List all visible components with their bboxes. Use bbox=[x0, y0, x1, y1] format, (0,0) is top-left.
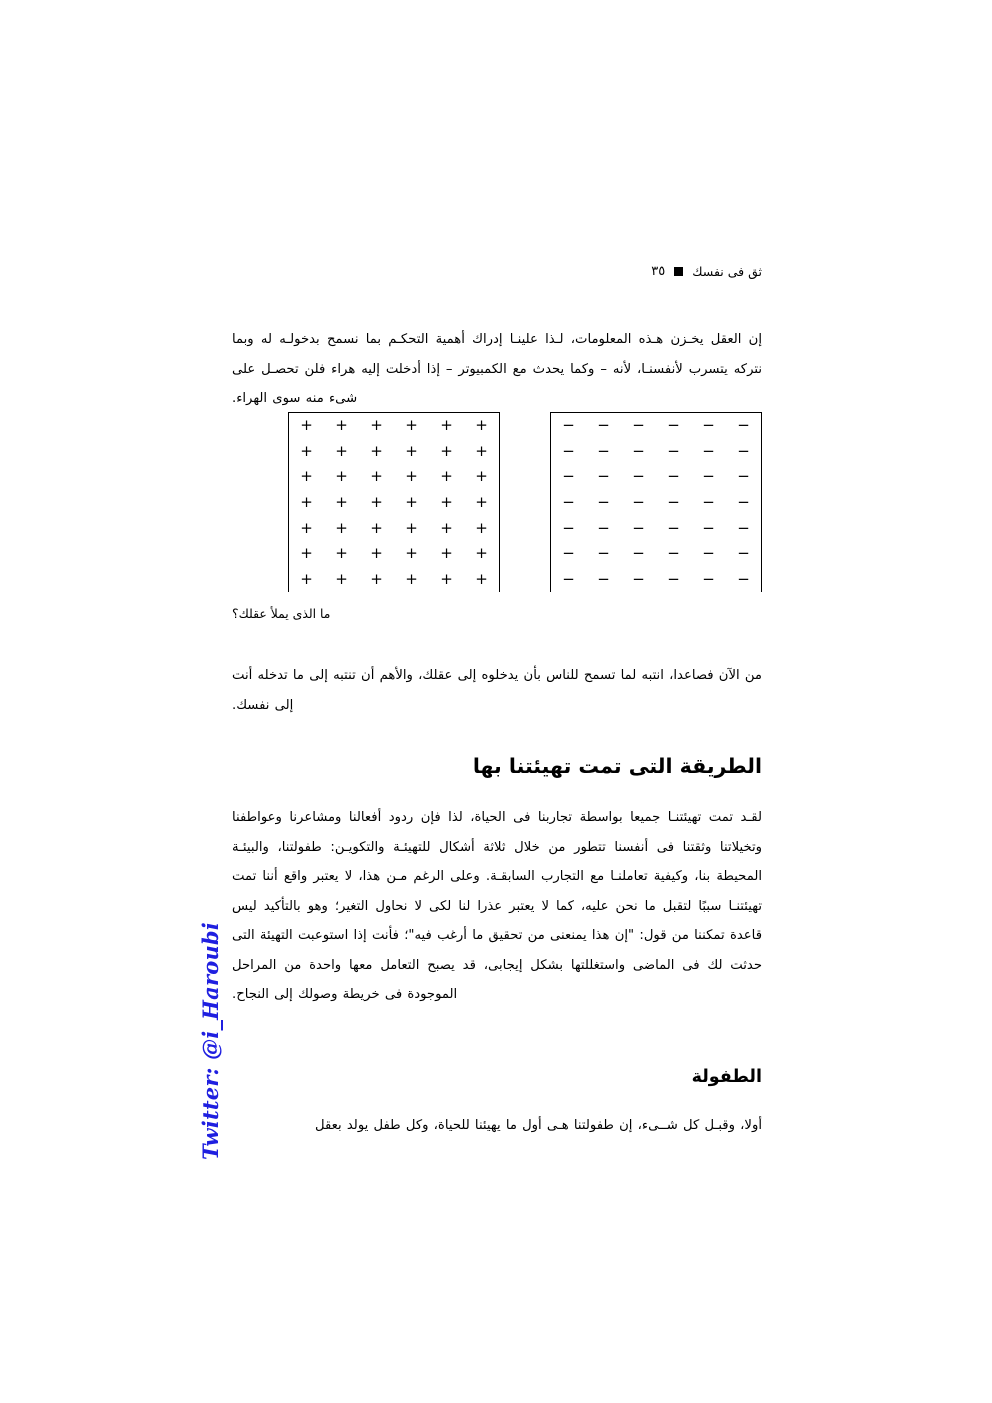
grid-cell-plus: + bbox=[370, 441, 383, 460]
negative-input-grid bbox=[550, 412, 762, 592]
section-heading-childhood: الطفولة bbox=[691, 1066, 762, 1087]
grid-cell-minus: − bbox=[667, 569, 680, 588]
grid-cell-plus: + bbox=[335, 441, 348, 460]
grid-cell-plus: + bbox=[300, 416, 313, 435]
grid-cell-minus: − bbox=[702, 518, 715, 537]
grid-cell-plus: + bbox=[475, 569, 488, 588]
grid-cell-plus: + bbox=[335, 544, 348, 563]
grid-cell-plus: + bbox=[370, 492, 383, 511]
grid-cell-plus: + bbox=[335, 518, 348, 537]
grid-cell-minus: − bbox=[562, 467, 575, 486]
grid-cell-plus: + bbox=[335, 492, 348, 511]
paragraph-after-diagram: من الآن فصاعدا، انتبه لما تسمح للناس بأن يدخلوه إلى عقلك، والأهم أن تنتبه إلى ما تدخله أنت إلى نفسك. bbox=[232, 668, 762, 713]
grid-cell-minus: − bbox=[562, 416, 575, 435]
grid-cell-minus: − bbox=[597, 518, 610, 537]
grid-cell-plus: + bbox=[370, 416, 383, 435]
grid-cell-minus: − bbox=[597, 492, 610, 511]
grid-cell-plus: + bbox=[300, 467, 313, 486]
grid-cell-minus: − bbox=[702, 492, 715, 511]
grid-cell-plus: + bbox=[440, 416, 453, 435]
grid-cell-plus: + bbox=[335, 569, 348, 588]
grid-cell-plus: + bbox=[405, 416, 418, 435]
grid-cell-minus: − bbox=[632, 441, 645, 460]
grid-cell-minus: − bbox=[737, 518, 750, 537]
grid-cell-minus: − bbox=[702, 544, 715, 563]
grid-cell-minus: − bbox=[632, 569, 645, 588]
grid-cell-minus: − bbox=[597, 544, 610, 563]
grid-cell-plus: + bbox=[300, 569, 313, 588]
grid-cell-plus: + bbox=[405, 569, 418, 588]
grid-cell-minus: − bbox=[562, 518, 575, 537]
grid-cell-minus: − bbox=[702, 416, 715, 435]
paragraph-childhood: أولا، وقبـل كل شــىء، إن طفولتنا هـى أول ما يهيئنا للحياة، وكل طفل يولد بعقل bbox=[315, 1118, 762, 1134]
grid-cell-minus: − bbox=[632, 544, 645, 563]
grid-cell-minus: − bbox=[702, 441, 715, 460]
grid-cell-minus: − bbox=[667, 416, 680, 435]
grid-cell-plus: + bbox=[370, 544, 383, 563]
grid-cell-plus: + bbox=[440, 518, 453, 537]
positive-input-grid bbox=[288, 412, 500, 592]
grid-cell-plus: + bbox=[335, 416, 348, 435]
grid-cell-plus: + bbox=[335, 467, 348, 486]
grid-cell-plus: + bbox=[405, 518, 418, 537]
grid-cell-plus: + bbox=[440, 492, 453, 511]
grid-cell-minus: − bbox=[562, 492, 575, 511]
paragraph-preparation: لقـد تمت تهيئتنـا جميعا بواسطة تجاربنا فى الحياة، لذا فإن ردود أفعالنا ومشاعرنا وعواطفنا وتخيلاتنا وثقتنا فى أنفسنا تتطور من خلال ثلاثة أشكال للتهيئـة والتكويـن: طفولتنا، والبيئـة المحيطة بنا، وكيفية تعاملنـا مع التجارب السابقـة. وعلى الرغم مـن هذا، لا يعتبر واقع أننا تمت تهيئتنـا سببًا لتقبل ما نحن عليه، كما لا يعتبر عذرا لنا لكى لا نحاول التغير؛ وهو بالتأكيد ليس قاعدة تمكننا من قول: "إن هذا يمنعنى من تحقيق ما أرغب فيه"؛ فأنت إذا استوعبت التهيئة التى حدثت لك فى الماضى واستغللتها بشكل إيجابى، قد يصبح التعامل معها واحدة من المراحل الموجودة فى خريطة وصولك إلى النجاح. bbox=[232, 810, 762, 1003]
grid-cell-minus: − bbox=[737, 569, 750, 588]
running-header bbox=[232, 258, 762, 284]
grid-cell-plus: + bbox=[440, 544, 453, 563]
grid-cell-plus: + bbox=[405, 492, 418, 511]
diagram-two-grids bbox=[232, 412, 762, 592]
grid-cell-minus: − bbox=[667, 492, 680, 511]
grid-cell-minus: − bbox=[667, 441, 680, 460]
grid-cell-plus: + bbox=[475, 544, 488, 563]
grid-cell-minus: − bbox=[632, 416, 645, 435]
grid-cell-minus: − bbox=[737, 492, 750, 511]
grid-cell-plus: + bbox=[370, 569, 383, 588]
grid-cell-minus: − bbox=[632, 467, 645, 486]
grid-cell-minus: − bbox=[562, 544, 575, 563]
grid-cell-minus: − bbox=[597, 467, 610, 486]
grid-cell-minus: − bbox=[562, 441, 575, 460]
grid-cell-plus: + bbox=[475, 518, 488, 537]
grid-cell-minus: − bbox=[632, 492, 645, 511]
grid-cell-plus: + bbox=[475, 441, 488, 460]
grid-cell-plus: + bbox=[475, 492, 488, 511]
grid-cell-minus: − bbox=[667, 518, 680, 537]
grid-cell-minus: − bbox=[667, 467, 680, 486]
grid-cell-plus: + bbox=[300, 492, 313, 511]
decorative-square-icon bbox=[674, 267, 683, 276]
grid-cell-minus: − bbox=[597, 569, 610, 588]
grid-cell-minus: − bbox=[737, 544, 750, 563]
grid-cell-plus: + bbox=[300, 518, 313, 537]
grid-cell-plus: + bbox=[370, 518, 383, 537]
page-number: ٣٥ bbox=[651, 263, 666, 279]
section-heading-preparation: الطريقة التى تمت تهيئتنا بها bbox=[472, 754, 762, 778]
grid-cell-plus: + bbox=[440, 441, 453, 460]
grid-cell-minus: − bbox=[597, 416, 610, 435]
watermark-twitter-handle: Twitter: @i_Haroubi bbox=[198, 922, 223, 1160]
grid-cell-plus: + bbox=[405, 441, 418, 460]
grid-cell-plus: + bbox=[440, 569, 453, 588]
grid-cell-minus: − bbox=[562, 569, 575, 588]
grid-cell-plus: + bbox=[475, 467, 488, 486]
grid-cell-minus: − bbox=[737, 467, 750, 486]
grid-cell-plus: + bbox=[300, 544, 313, 563]
grid-cell-minus: − bbox=[737, 441, 750, 460]
paragraph-intro: إن العقل يخـزن هـذه المعلومات، لـذا علينـا إدراك أهمية التحكـم بما نسمح بدخولـه له وبما نتركه يتسرب لأنفسنـا، لأنه – وكما يحدث مع الكمبيوتر – إذا أدخلت إليه هراء فلن تحصـل على شىء منه سوى الهراء. bbox=[232, 332, 762, 407]
grid-cell-plus: + bbox=[405, 467, 418, 486]
grid-cell-minus: − bbox=[632, 518, 645, 537]
grid-cell-plus: + bbox=[370, 467, 383, 486]
grid-cell-plus: + bbox=[475, 416, 488, 435]
grid-cell-plus: + bbox=[440, 467, 453, 486]
grid-cell-minus: − bbox=[667, 544, 680, 563]
grid-cell-minus: − bbox=[597, 441, 610, 460]
grid-cell-plus: + bbox=[405, 544, 418, 563]
grid-cell-minus: − bbox=[737, 416, 750, 435]
grid-cell-minus: − bbox=[702, 569, 715, 588]
grid-cell-plus: + bbox=[300, 441, 313, 460]
diagram-caption: ما الذى يملأ عقلك؟ bbox=[232, 606, 331, 621]
grid-cell-minus: − bbox=[702, 467, 715, 486]
running-head-title: ثق فى نفسك bbox=[692, 263, 762, 279]
